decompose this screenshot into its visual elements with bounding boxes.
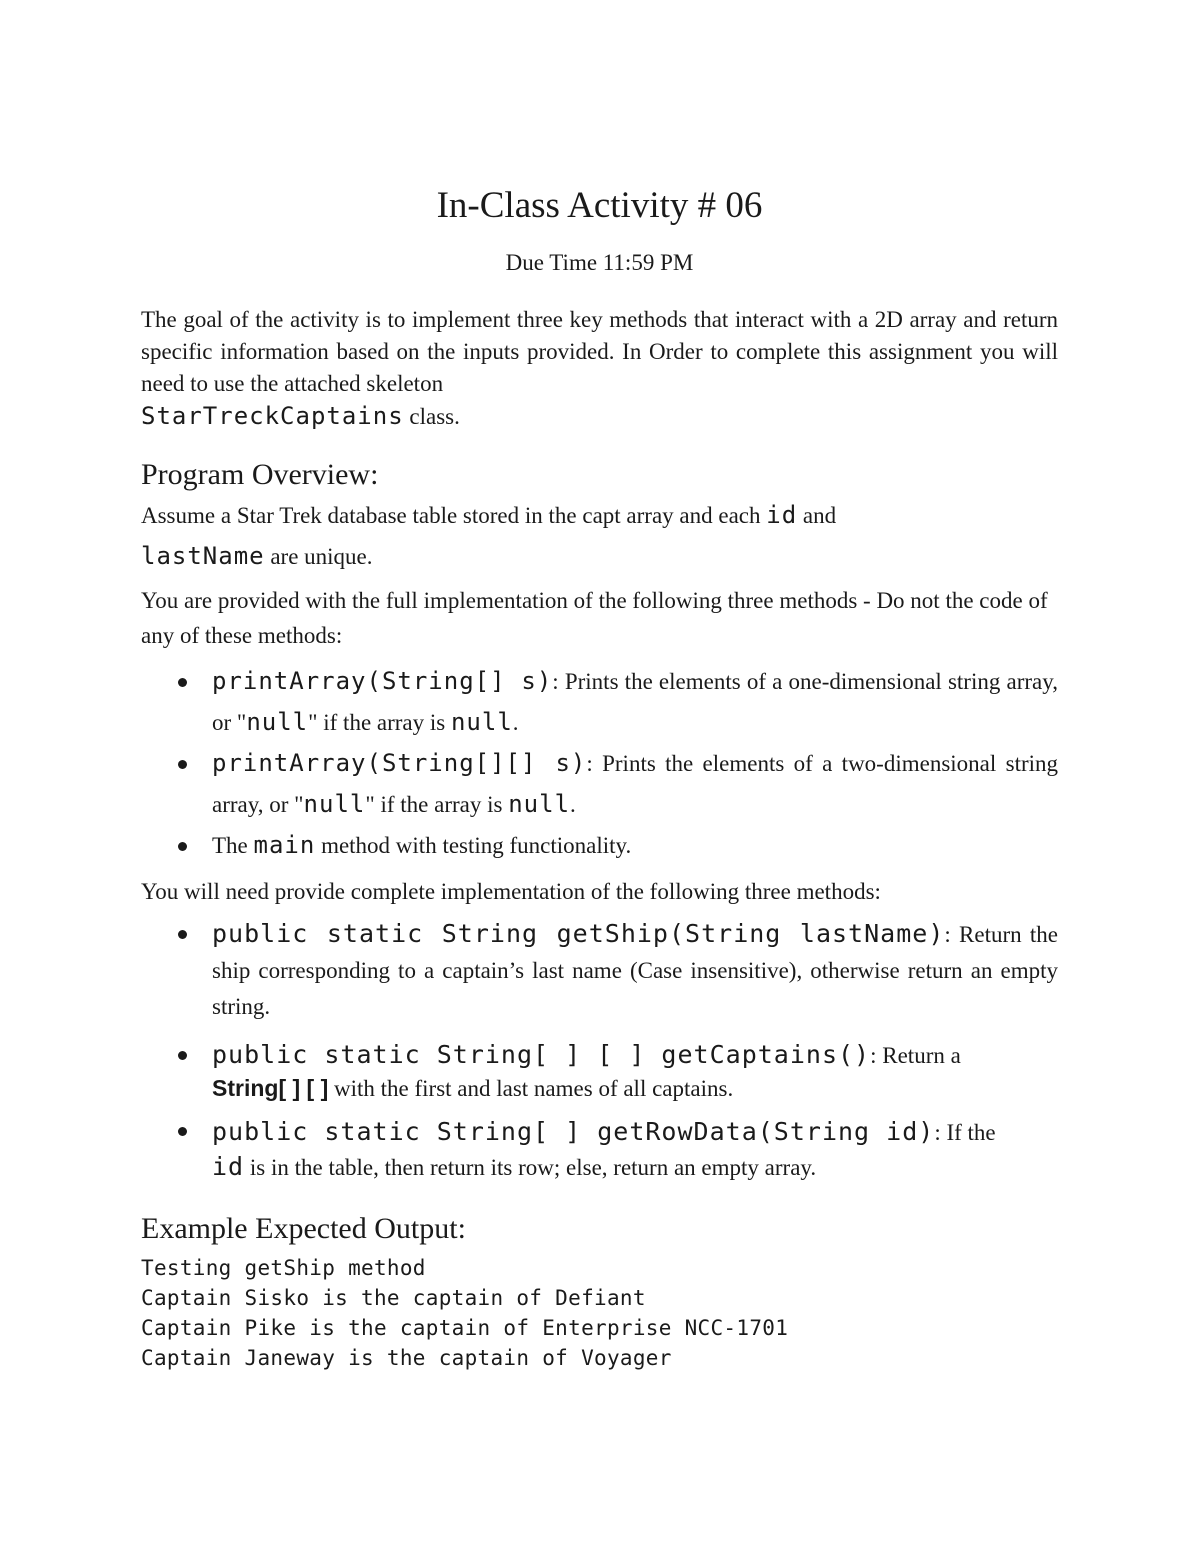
method-description: method with testing functionality. [315,833,632,858]
period: . [570,792,576,817]
list-item [141,1115,1058,1185]
bullet-icon [178,1051,187,1060]
class-name-code: StarTreckCaptains [141,402,404,430]
provided-methods-list [141,661,1058,866]
output-line: Captain Janeway is the captain of Voyager [141,1346,672,1370]
method-signature: public static String[ ] getRowData(String id) [212,1117,935,1146]
null-code: null [508,790,571,818]
main-code: main [253,831,316,859]
assume-text: Assume a Star Trek database table stored in the capt array and each [141,503,767,528]
method-description: : Return a [870,1043,961,1068]
assume-paragraph [141,495,1058,577]
method-description: : Prints the elements of a two-dimensional string array, or " [212,751,1059,817]
assume-text-and: and [797,503,837,528]
null-code: null [303,790,366,818]
list-item [141,825,1058,866]
document-page [141,180,1058,1373]
method-description: : Prints the elements of a one-dimensional string array, or " [212,669,1058,735]
lastname-code: lastName [141,542,265,570]
method-signature: public static String getShip(String lastName) [212,919,945,948]
intro-text-end: class. [403,404,460,429]
list-item [141,661,1058,743]
required-methods-list [141,916,1058,1185]
output-line: Captain Pike is the captain of Enterprise NCC-1701 [141,1316,789,1340]
intro-paragraph [141,304,1058,433]
null-code: null [246,708,309,736]
id-code: id [212,1152,245,1181]
list-item [141,743,1058,825]
string-array-type: String[ ] [ ] [212,1075,329,1101]
method-signature: printArray(String[] s) [212,667,553,695]
list-item [141,916,1058,1025]
bullet-icon [178,1127,187,1136]
period: . [512,710,519,735]
assume-text-end: are unique. [264,544,373,569]
method-description: The [212,833,254,858]
id-code: id [766,501,798,529]
provided-paragraph: You are provided with the full implementation of the following three methods - Do not the code of any of these methods: [141,588,1048,648]
method-description: " if the array is [365,792,509,817]
method-description: " if the array is [308,710,451,735]
bullet-icon [178,842,187,851]
output-line: Testing getShip method [141,1256,426,1280]
bullet-icon [178,930,187,939]
bullet-icon [178,760,187,769]
method-signature: public static String[ ] [ ] getCaptains() [212,1040,871,1069]
example-output-heading: Example Expected Output: [141,1212,466,1245]
output-line: Captain Sisko is the captain of Defiant [141,1286,646,1310]
method-description: is in the table, then return its row; else, return an empty array. [244,1155,817,1180]
method-description: : If the [934,1120,996,1145]
intro-text: The goal of the activity is to implement three key methods that interact with a 2D array and return specific information based on the inputs provided. In Order to complete this assignment you will need to use the attached skeleton [141,307,1058,396]
program-overview-heading: Program Overview: [141,458,379,491]
example-output-block [141,1253,1058,1373]
due-time: Due Time 11:59 PM [505,250,694,275]
method-description: with the first and last names of all captains. [328,1076,734,1101]
bullet-icon [178,678,187,687]
will-paragraph: You will need provide complete implementation of the following three methods: [141,879,881,904]
list-item [141,1039,1058,1105]
method-signature: printArray(String[][] s) [212,749,587,777]
method-description: : Return the ship corresponding to a captain’s last name (Case insensitive), otherwise return an empty string. [212,922,1058,1019]
page-title: In-Class Activity # 06 [436,185,763,226]
null-code: null [450,708,513,736]
